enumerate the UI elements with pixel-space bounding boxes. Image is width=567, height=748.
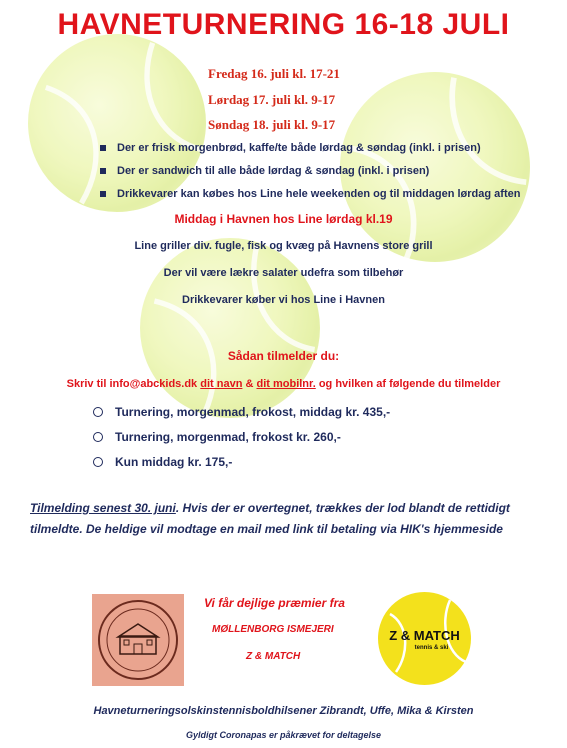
deadline-date: Tilmelding senest 30. juni	[30, 501, 176, 515]
list-item	[93, 430, 390, 444]
signup-suffix: og hvilken af følgende du tilmelder	[315, 378, 501, 390]
signup-amp: &	[242, 378, 257, 390]
dinner-line: Der vil være lækre salater udefra som tilbehør	[163, 267, 404, 279]
option-list	[93, 405, 390, 480]
list-item-text: Drikkevarer kan købes hos Line hele weekenden og til middagen lørdag aften	[117, 188, 521, 200]
option-text: Kun middag kr. 175,-	[115, 455, 233, 469]
mollenborg-logo	[92, 594, 184, 686]
email-link[interactable]: info@abckids.dk	[109, 378, 198, 390]
sponsor-name: MØLLENBORG ISMEJERI	[212, 624, 334, 635]
list-item	[100, 142, 540, 154]
sponsor-logo-tagline: tennis & ski	[414, 645, 449, 651]
list-item-text: Der er frisk morgenbrød, kaffe/te både lørdag & søndag (inkl. i prisen)	[117, 142, 481, 154]
bullet-square-icon	[100, 168, 106, 174]
date-saturday: Lørdag 17. juli kl. 9-17	[208, 92, 336, 107]
date-sunday: Søndag 18. juli kl. 9-17	[208, 117, 336, 132]
sponsor-logo-name: Z & MATCH	[389, 628, 460, 643]
deadline-text	[30, 498, 550, 540]
dinner-line: Drikkevarer køber vi hos Line i Havnen	[182, 294, 385, 306]
deadline-line2: tilmeldte. De heldige vil modtage en mail med link til betaling via HIK's hjemmeside	[30, 522, 503, 536]
footer-note: Gyldigt Coronapas er påkrævet for deltagelse	[185, 730, 382, 740]
circle-bullet-icon	[93, 407, 103, 417]
sponsor-name: Z & MATCH	[246, 651, 301, 662]
page-title: HAVNETURNERING 16-18 JULI	[57, 8, 510, 41]
tennis-ball-decoration	[140, 238, 320, 418]
list-item	[100, 188, 540, 200]
footer-greeting: Havneturneringsolskinstennisboldhilsener Zibrandt, Uffe, Mika & Kirsten	[93, 705, 474, 717]
info-list	[100, 142, 540, 211]
signup-prefix: Skriv til	[66, 378, 110, 390]
option-text: Turnering, morgenmad, frokost kr. 260,-	[115, 430, 341, 444]
bullet-square-icon	[100, 191, 106, 197]
circle-bullet-icon	[93, 432, 103, 442]
list-item-text: Der er sandwich til alle både lørdag & søndag (inkl. i prisen)	[117, 165, 430, 177]
dinner-heading: Middag i Havnen hos Line lørdag kl.19	[174, 212, 393, 226]
list-item	[93, 455, 390, 469]
bullet-square-icon	[100, 145, 106, 151]
list-item	[93, 405, 390, 419]
z-match-logo	[378, 592, 471, 685]
dinner-line: Line griller div. fugle, fisk og kvæg på Havnens store grill	[134, 240, 433, 252]
deadline-rest: . Hvis der er overtegnet, trækkes der lod blandt de rettidigt	[175, 501, 510, 515]
signup-instructions	[0, 378, 567, 390]
list-item	[100, 165, 540, 177]
signup-phone-field: dit mobilnr.	[256, 378, 316, 390]
option-text: Turnering, morgenmad, frokost, middag kr. 435,-	[115, 405, 391, 419]
circle-bullet-icon	[93, 457, 103, 467]
date-friday: Fredag 16. juli kl. 17-21	[208, 66, 340, 81]
signup-name-field: dit navn	[200, 378, 243, 390]
signup-heading: Sådan tilmelder du:	[227, 349, 340, 363]
prizes-heading: Vi får dejlige præmier fra	[204, 596, 345, 610]
